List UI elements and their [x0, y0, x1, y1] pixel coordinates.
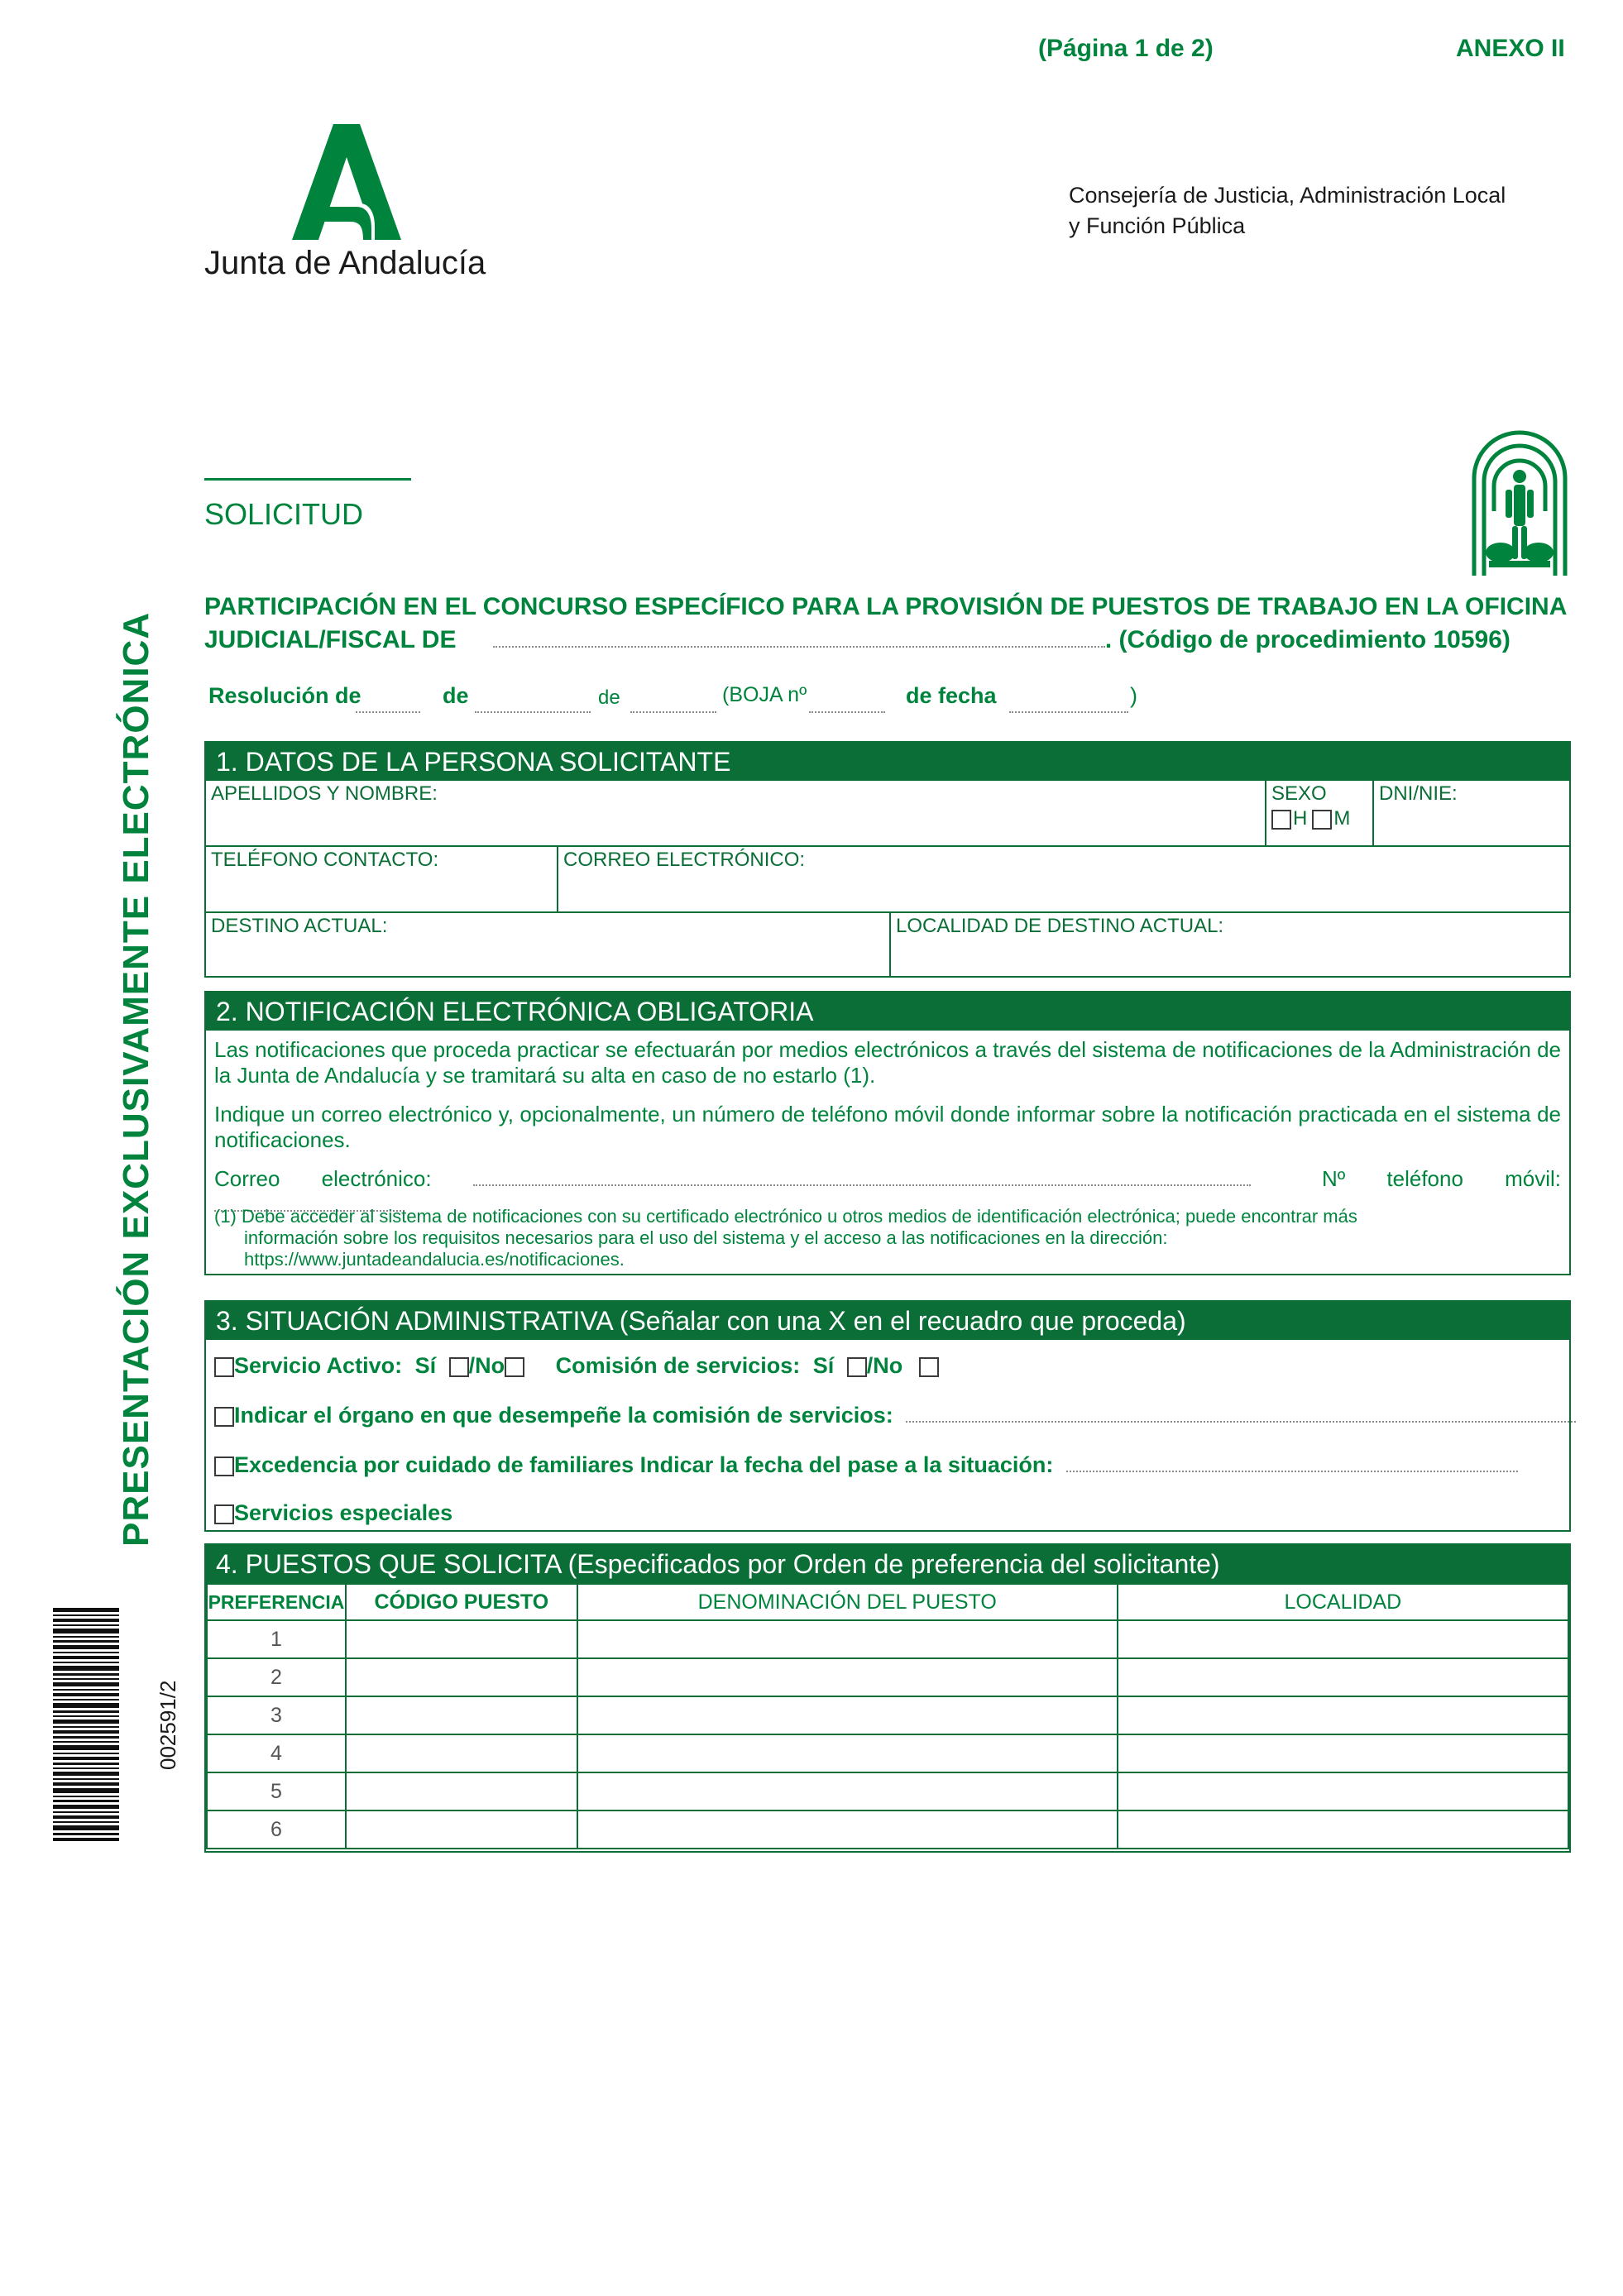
localidad-cell[interactable]	[1118, 1658, 1568, 1696]
table-row: 2	[207, 1658, 1568, 1696]
consejeria: Consejería de Justicia, Administración Local y Función Pública	[1069, 183, 1506, 238]
codigo-cell[interactable]	[346, 1810, 577, 1849]
excedencia-row: Excedencia por cuidado de familiares Indicar la fecha del pase a la situación:	[214, 1452, 1518, 1478]
vertical-presentation-note: PRESENTACIÓN EXCLUSIVAMENTE ELECTRÓNICA	[116, 611, 156, 1547]
notificacion-paragraph-1: Las notificaciones que proceda practicar se efectuarán por medios electrónicos a través del sistema de notificaciones de la Administración de la Junta de Andalucía y se tramitará su alta en caso de no estarlo (1).	[214, 1037, 1561, 1088]
excedencia-checkbox[interactable]	[214, 1457, 234, 1476]
organo-checkbox[interactable]	[214, 1407, 234, 1427]
organo-row: Indicar el órgano en que desempeñe la comisión de servicios:	[214, 1403, 1576, 1428]
localidad-cell[interactable]	[1118, 1810, 1568, 1849]
section-puestos	[204, 1543, 1571, 1853]
telefono-field[interactable]: TELÉFONO CONTACTO:	[206, 847, 558, 913]
destino-field[interactable]: DESTINO ACTUAL:	[206, 913, 891, 976]
correo-field[interactable]: CORREO ELECTRÓNICO:	[558, 847, 1569, 913]
servicios-especiales-row: Servicios especiales	[214, 1500, 452, 1526]
document-type: SOLICITUD	[204, 497, 364, 531]
denominacion-cell[interactable]	[577, 1620, 1118, 1658]
apellidos-field[interactable]: APELLIDOS Y NOMBRE:	[206, 781, 1266, 847]
header-codigo: CÓDIGO PUESTO	[346, 1584, 577, 1620]
section-situacion-administrativa	[204, 1300, 1571, 1532]
codigo-cell[interactable]	[346, 1696, 577, 1734]
sexo-field: SEXO H M	[1266, 781, 1374, 847]
servicio-activo-checkbox[interactable]	[214, 1357, 234, 1377]
localidad-destino-field[interactable]: LOCALIDAD DE DESTINO ACTUAL:	[896, 915, 1224, 937]
comision-si-checkbox[interactable]	[847, 1357, 867, 1377]
localidad-cell[interactable]	[1118, 1696, 1568, 1734]
dni-field[interactable]: DNI/NIE:	[1374, 781, 1569, 847]
section-notificacion	[204, 991, 1571, 1275]
title-rule	[204, 478, 411, 481]
table-row: 5	[207, 1772, 1568, 1810]
header-localidad: LOCALIDAD	[1118, 1584, 1568, 1620]
excedencia-date-input[interactable]	[1066, 1456, 1518, 1472]
oficina-field[interactable]	[493, 626, 1105, 648]
table-row: 4	[207, 1734, 1568, 1772]
denominacion-cell[interactable]	[577, 1810, 1118, 1849]
servicio-activo-row: Servicio Activo: Sí /No Comisión de servicios: Sí /No	[214, 1353, 939, 1379]
table-row: 6	[207, 1810, 1568, 1849]
organo-input[interactable]	[906, 1406, 1576, 1423]
annex-label: ANEXO II	[1456, 35, 1565, 62]
sexo-m-checkbox[interactable]	[1312, 810, 1332, 830]
resolucion-day-field[interactable]	[356, 695, 420, 713]
header-denominacion: DENOMINACIÓN DEL PUESTO	[577, 1584, 1118, 1620]
denominacion-cell[interactable]	[577, 1658, 1118, 1696]
denominacion-cell[interactable]	[577, 1696, 1118, 1734]
servicios-especiales-checkbox[interactable]	[214, 1504, 234, 1524]
denominacion-cell[interactable]	[577, 1734, 1118, 1772]
codigo-cell[interactable]	[346, 1772, 577, 1810]
procedure-title: PARTICIPACIÓN EN EL CONCURSO ESPECÍFICO PARA LA PROVISIÓN DE PUESTOS DE TRABAJO EN LA OFICINA JUDICIAL/FISCAL DE . (Código de procedimiento 10596)	[204, 593, 1568, 653]
localidad-cell[interactable]	[1118, 1734, 1568, 1772]
codigo-cell[interactable]	[346, 1734, 577, 1772]
puestos-table	[206, 1583, 1569, 1849]
form-code: 002591/2	[156, 1680, 180, 1770]
section-datos-solicitante	[204, 741, 1571, 978]
section-1-title: 1. DATOS DE LA PERSONA SOLICITANTE	[206, 743, 1569, 781]
resolucion-year-field[interactable]	[630, 695, 716, 713]
boja-number-field[interactable]	[809, 695, 885, 713]
table-row: 1	[207, 1620, 1568, 1658]
notificacion-contact-row: Correo electrónico: Nº teléfono móvil:	[214, 1166, 1561, 1217]
page-indicator: (Página 1 de 2)	[1038, 35, 1214, 62]
comision-no-checkbox[interactable]	[919, 1357, 939, 1377]
localidad-cell[interactable]	[1118, 1620, 1568, 1658]
servicio-activo-si-checkbox[interactable]	[449, 1357, 469, 1377]
andalucia-crest-icon	[1466, 428, 1573, 576]
section-2-title: 2. NOTIFICACIÓN ELECTRÓNICA OBLIGATORIA	[206, 993, 1569, 1031]
section-4-title: 4. PUESTOS QUE SOLICITA (Especificados por Orden de preferencia del solicitante)	[206, 1545, 1569, 1583]
codigo-cell[interactable]	[346, 1658, 577, 1696]
notificacion-correo-input[interactable]	[473, 1168, 1251, 1186]
notificacion-paragraph-2: Indique un correo electrónico y, opcionalmente, un número de teléfono móvil donde informar sobre la notificación practicada en el sistema de notificaciones.	[214, 1102, 1561, 1152]
puestos-header-row	[207, 1584, 1568, 1620]
servicio-activo-no-checkbox[interactable]	[505, 1357, 524, 1377]
notificacion-footnote: (1) Debe acceder al sistema de notificaciones con su certificado electrónico u otros medios de identificación electrónica; puede encontrar más información sobre los requisitos necesarios para el uso del sistema y el acceso a las notificaciones en la dirección: https://www.juntadeandalucia.es/notificaciones.	[214, 1206, 1357, 1270]
header-preferencia: PREFERENCIA	[207, 1584, 346, 1620]
localidad-cell[interactable]	[1118, 1772, 1568, 1810]
boja-date-field[interactable]	[1009, 695, 1128, 713]
codigo-cell[interactable]	[346, 1620, 577, 1658]
resolucion-month-field[interactable]	[475, 695, 591, 713]
table-row: 3	[207, 1696, 1568, 1734]
barcode-icon	[53, 1608, 119, 1841]
junta-andalucia-logo-icon	[277, 124, 409, 240]
denominacion-cell[interactable]	[577, 1772, 1118, 1810]
logo-text: Junta de Andalucía	[204, 245, 486, 281]
section-3-title: 3. SITUACIÓN ADMINISTRATIVA (Señalar con una X en el recuadro que proceda)	[206, 1302, 1569, 1340]
sexo-h-checkbox[interactable]	[1271, 810, 1291, 830]
